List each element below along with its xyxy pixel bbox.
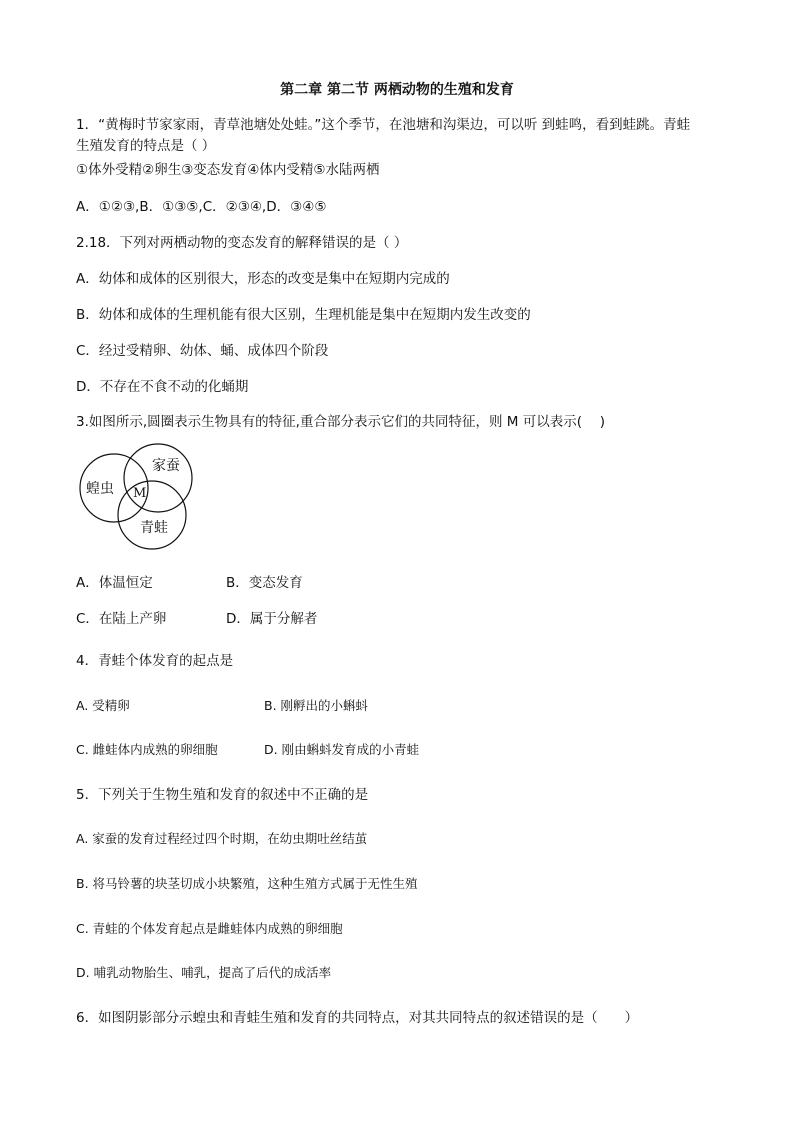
q1-stem-line1: 1．“黄梅时节家家雨，青草池塘处处蛙。”这个季节，在池塘和沟渠边，可以听 到蛙鸣，看到蛙跳。青蛙 [76,117,691,133]
q3-option-c: C．在陆上产卵 [76,611,167,627]
q3-stem: 3.如图所示,圆圈表示生物具有的特征,重合部分表示它们的共同特征，则 M 可以表示( ) [76,414,606,430]
q2-option-c: C．经过受精卵、幼体、蛹、成体四个阶段 [76,343,329,359]
q5-option-d: D. 哺乳动物胎生、哺乳，提高了后代的成活率 [76,965,332,980]
venn-label-bottom: 青蛙 [140,520,168,536]
venn-circle-top [124,444,192,512]
q5-option-b: B. 将马铃薯的块茎切成小块繁殖，这种生殖方式属于无性生殖 [76,876,418,891]
venn-diagram [74,442,204,550]
q6-stem: 6．如图阴影部分示蝗虫和青蛙生殖和发育的共同特点，对其共同特点的叙述错误的是（ ） [76,1010,639,1026]
q1-options: A．①②③,B．①③⑤,C．②③④,D．③④⑤ [76,199,327,215]
venn-label-center: M [133,486,147,501]
q5-option-c: C. 青蛙的个体发育起点是雌蛙体内成熟的卵细胞 [76,921,343,936]
q2-option-d: D．不存在不食不动的化蛹期 [76,379,249,395]
q4-option-b: B. 刚孵出的小蝌蚪 [264,698,369,713]
q4-option-c: C. 雌蛙体内成熟的卵细胞 [76,742,218,757]
venn-label-top: 家蚕 [152,458,180,474]
q5-option-a: A. 家蚕的发育过程经过四个时期，在幼虫期吐丝结茧 [76,831,368,846]
q4-option-d: D. 刚由蝌蚪发育成的小青蛙 [264,742,420,757]
q2-stem: 2.18．下列对两栖动物的变态发育的解释错误的是（ ） [76,235,408,251]
q2-option-a: A．幼体和成体的区别很大，形态的改变是集中在短期内完成的 [76,271,450,287]
q5-stem: 5．下列关于生物生殖和发育的叙述中不正确的是 [76,787,369,803]
q2-option-b: B．幼体和成体的生理机能有很大区别，生理机能是集中在短期内发生改变的 [76,307,531,323]
q3-option-a: A．体温恒定 [76,575,153,591]
q1-items: ①体外受精②卵生③变态发育④体内受精⑤水陆两栖 [76,162,380,178]
venn-circle-bottom [118,481,186,549]
q4-option-a: A. 受精卵 [76,698,130,713]
page-title: 第二章 第二节 两栖动物的生殖和发育 [280,82,514,98]
q1-stem-line2: 生殖发育的特点是（ ） [76,138,216,154]
q3-option-d: D．属于分解者 [226,611,318,627]
q4-stem: 4．青蛙个体发育的起点是 [76,653,234,669]
q3-option-b: B．变态发育 [226,575,303,591]
venn-label-left: 蝗虫 [86,481,114,497]
